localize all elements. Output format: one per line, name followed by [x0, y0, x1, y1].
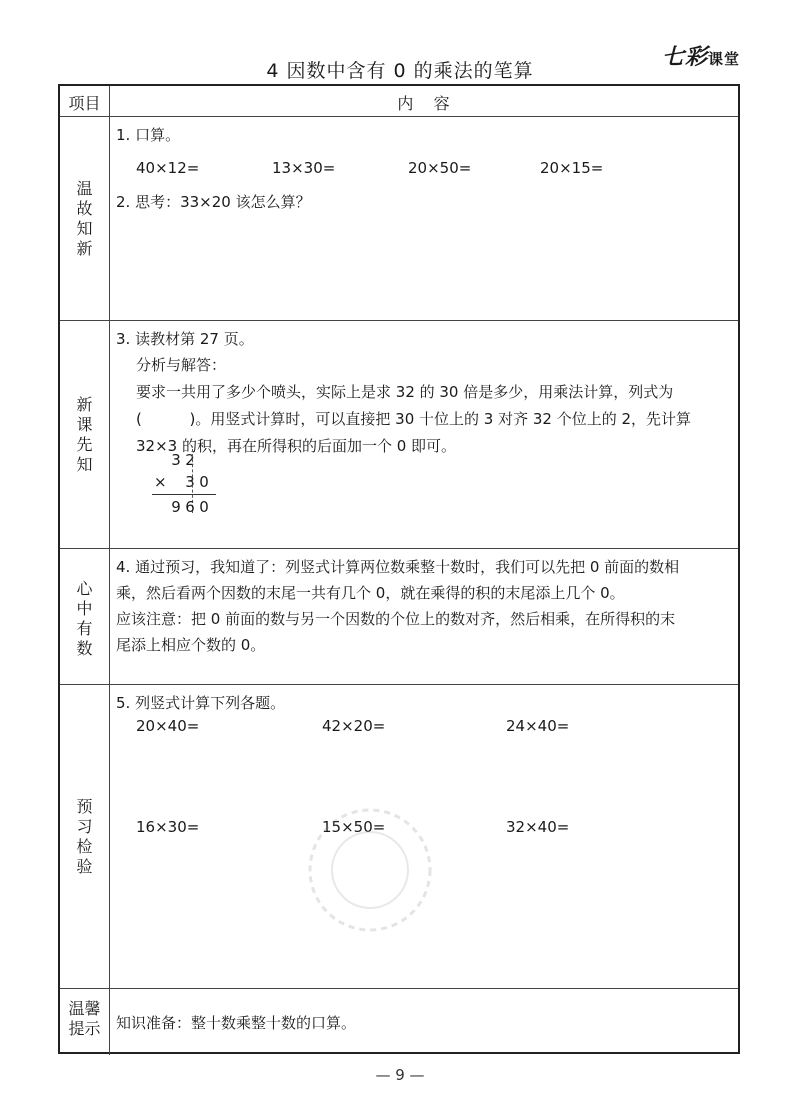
section-new-lesson-label-cell: [60, 321, 110, 549]
vertical-result-hundreds: 9: [171, 498, 181, 516]
oral-item-4: 20×15=: [540, 159, 604, 177]
section-new-lesson-label: 新课先知: [76, 395, 93, 474]
oral-item-2: 13×30=: [272, 159, 336, 177]
question-5: 5. 列竖式计算下列各题。: [116, 694, 286, 712]
analysis-line-1: 要求一共用了多少个喷头，实际上是求 32 的 30 倍是多少，用乘法计算，列式为: [136, 383, 674, 401]
vertical-bottom-tens: 3: [185, 473, 195, 491]
vertical-rule: [152, 494, 216, 495]
section-summary: [60, 548, 738, 685]
vertical-result-tens: 6: [185, 498, 195, 516]
analysis-line-2: ( )。用竖式计算时，可以直接把 30 十位上的 3 对齐 32 个位上的 2，先计算: [136, 410, 692, 428]
vertical-bottom-ones: 0: [199, 473, 209, 491]
oral-item-3: 20×50=: [408, 159, 472, 177]
analysis-line-3: 32×3 的积，再在所得积的后面加一个 0 即可。: [136, 437, 457, 455]
section-review-label-cell: [60, 117, 110, 321]
watermark-stamp-graphic: [300, 800, 440, 940]
summary-line-3: 应该注意：把 0 前面的数与另一个因数的个位上的数对齐，然后相乘，在所得积的末: [116, 610, 676, 628]
section-tips: [60, 988, 738, 1055]
header-content-label: 内 容: [397, 94, 450, 113]
analysis-title: 分析与解答：: [136, 356, 227, 374]
brand-name: 七彩: [661, 44, 708, 70]
check-item-5: 15×50=: [322, 818, 386, 836]
check-item-6: 32×40=: [506, 818, 570, 836]
vertical-calculation: [132, 451, 222, 521]
section-tips-label-cell: [60, 989, 110, 1055]
question-3: 3. 读教材第 27 页。: [116, 330, 254, 348]
header-item-cell: [60, 86, 110, 116]
page-number: — 9 —: [375, 1066, 425, 1084]
tips-text: 知识准备：整十数乘整十数的口算。: [116, 1014, 357, 1032]
section-review-label: 温故知新: [76, 179, 93, 258]
summary-line-4: 尾添上相应个数的 0。: [116, 636, 266, 654]
section-tips-label: 温馨提示: [68, 999, 101, 1038]
check-item-2: 42×20=: [322, 717, 386, 735]
vertical-top-ones: 2: [185, 451, 195, 469]
watermark-stamp: [300, 800, 440, 940]
summary-line-2: 乘，然后看两个因数的末尾一共有几个 0，就在乘得的积的末尾添上几个 0。: [116, 584, 625, 602]
section-summary-label: 心中有数: [76, 579, 93, 658]
question-2: 2. 思考：33×20 该怎么算？: [116, 193, 311, 211]
check-item-1: 20×40=: [136, 717, 200, 735]
brand-suffix: 课堂: [707, 50, 740, 68]
question-1: 1. 口算。: [116, 126, 181, 144]
header-item-label: 项目: [68, 94, 101, 113]
vertical-result-ones: 0: [199, 498, 209, 516]
section-check-label: 预习检验: [76, 797, 93, 876]
summary-line-1: 4. 通过预习，我知道了：列竖式计算两位数乘整十数时，我们可以先把 0 前面的数相: [116, 558, 680, 576]
section-check-label-cell: [60, 685, 110, 989]
section-review: [60, 116, 738, 321]
section-new-lesson: [60, 320, 738, 549]
vertical-times-sign: ×: [154, 473, 167, 491]
page-title: 4 因数中含有 0 的乘法的笔算: [266, 60, 534, 82]
vertical-top-tens: 3: [171, 451, 181, 469]
oral-item-1: 40×12=: [136, 159, 200, 177]
section-summary-label-cell: [60, 549, 110, 685]
table-header-row: [60, 86, 738, 116]
check-item-3: 24×40=: [506, 717, 570, 735]
check-item-4: 16×30=: [136, 818, 200, 836]
brand-logo: [662, 40, 740, 71]
